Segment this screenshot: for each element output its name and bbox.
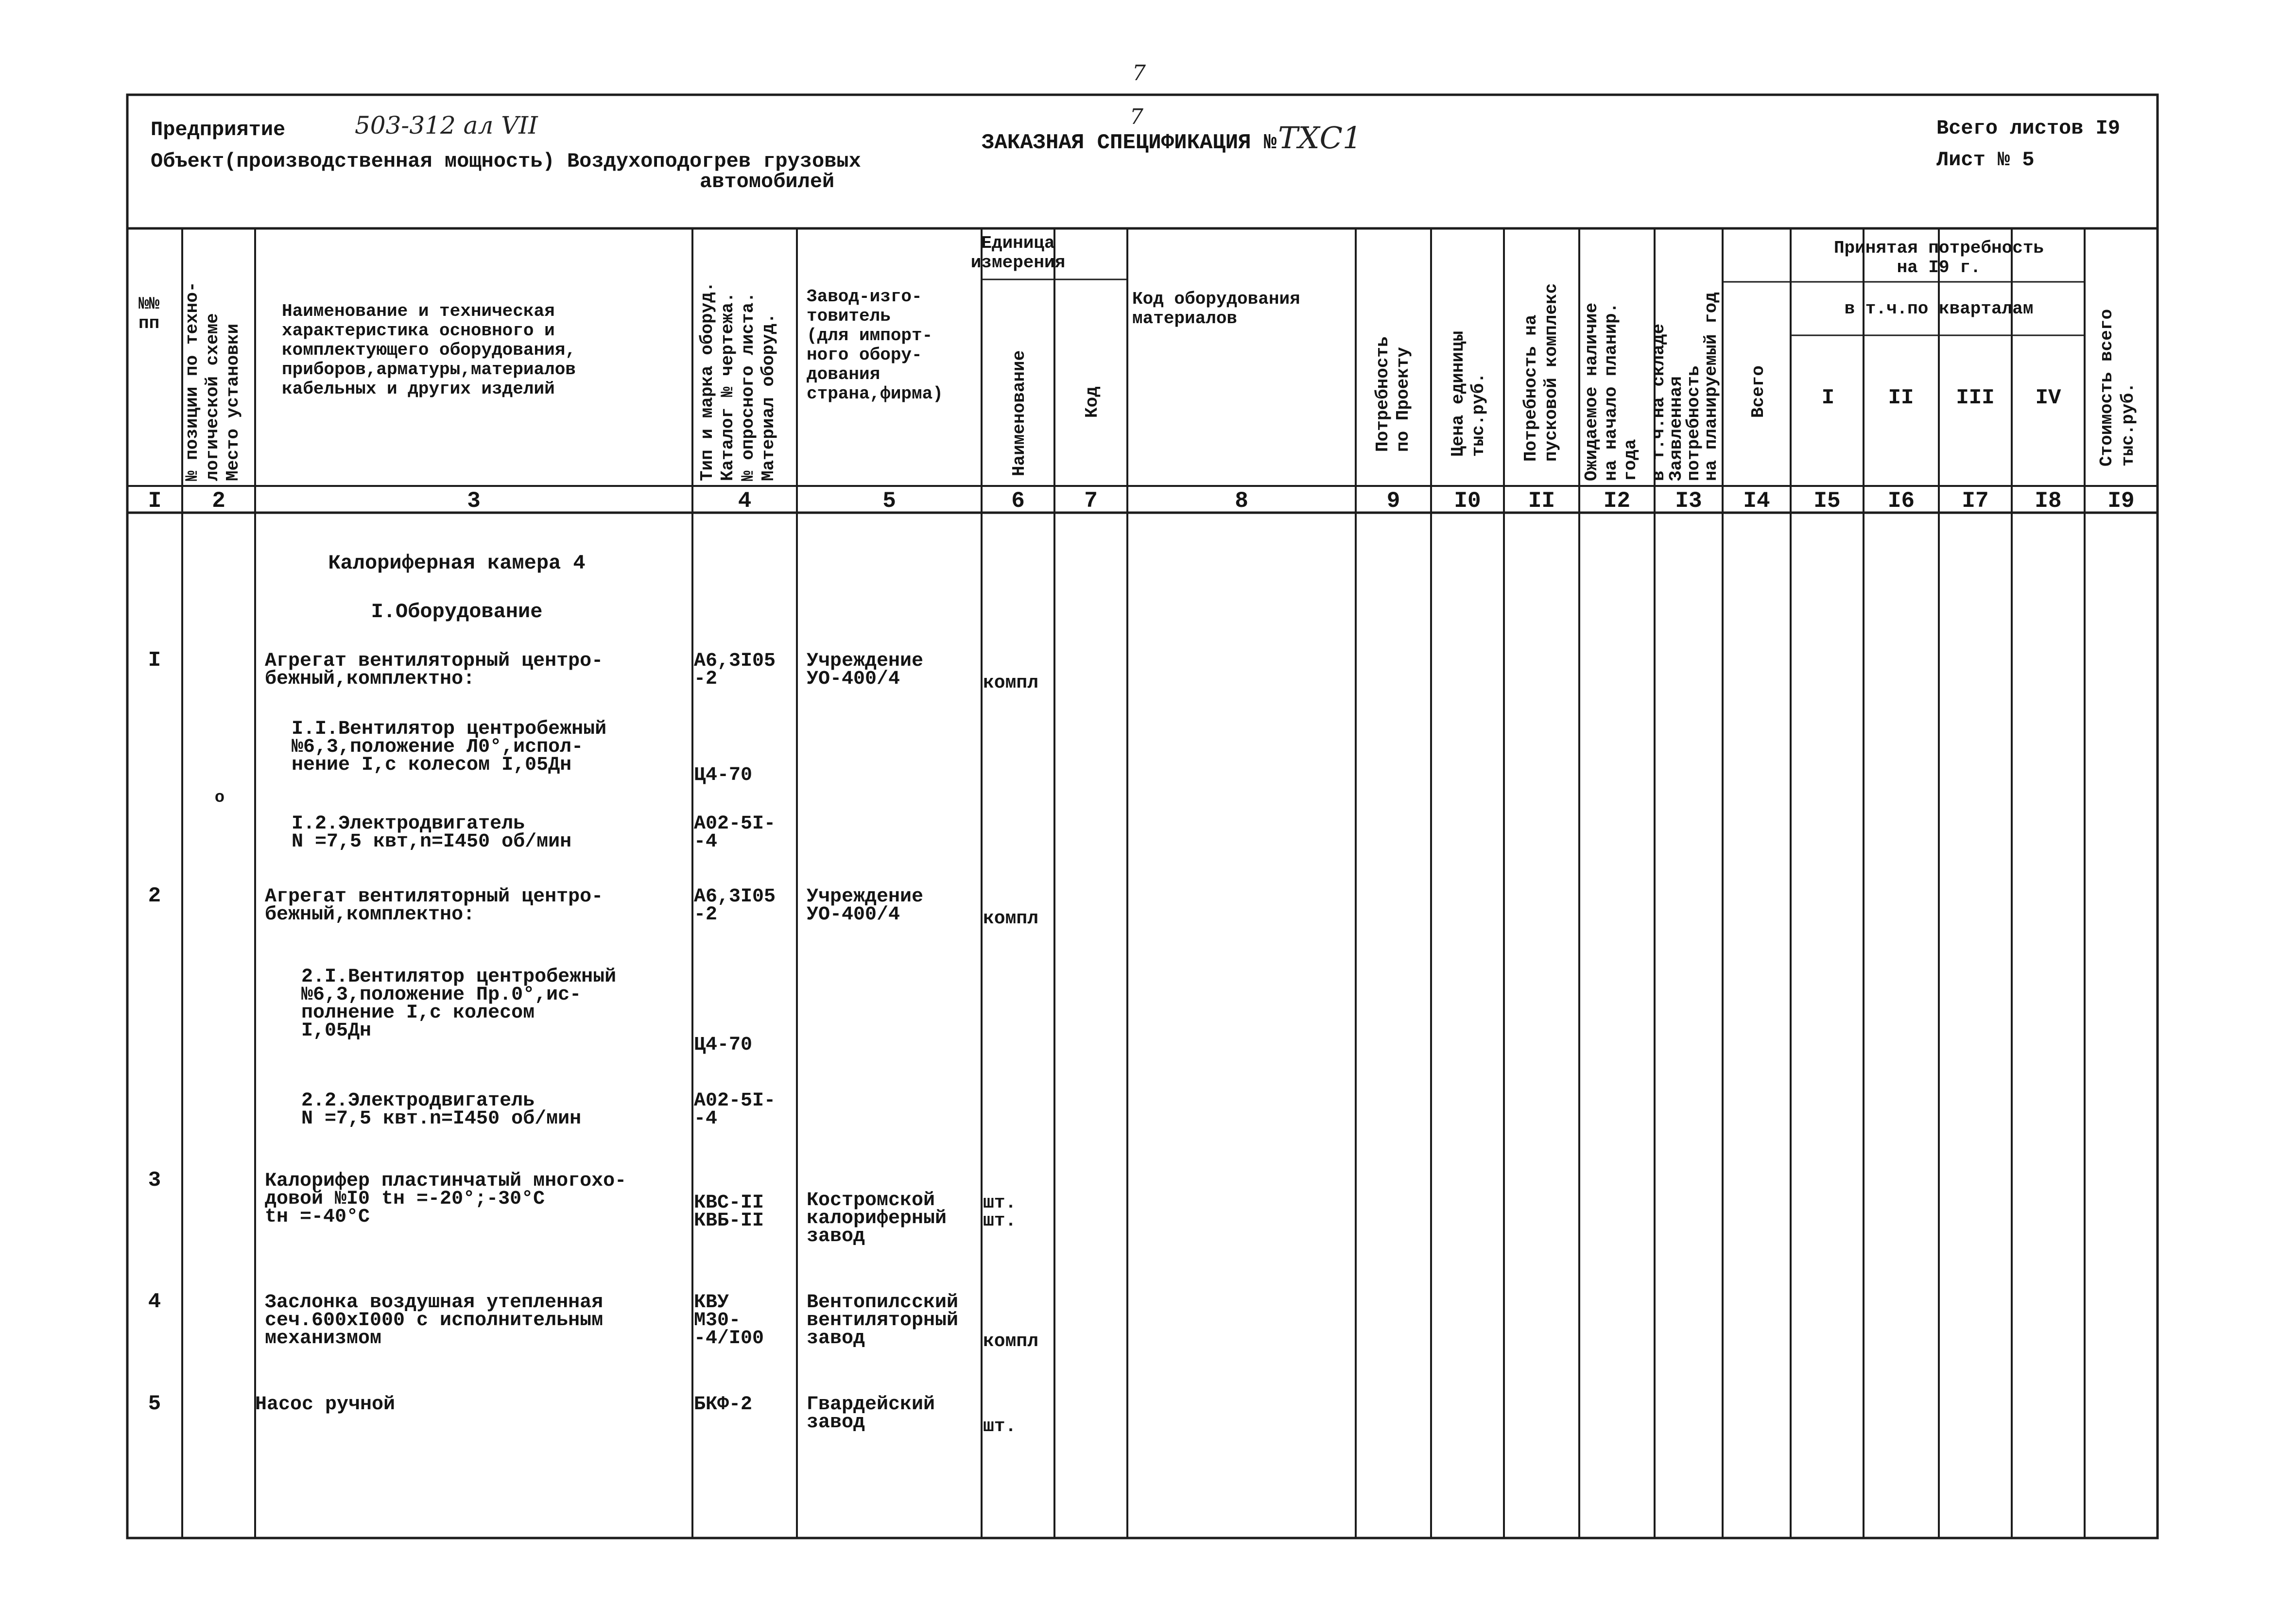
row-number: 5 xyxy=(148,1392,161,1416)
item-unit: компл xyxy=(983,673,1039,693)
item-maker: УО-400/4 xyxy=(807,668,900,690)
item-name: Агрегат вентиляторный центро- xyxy=(265,650,604,672)
item-unit: компл xyxy=(983,908,1039,929)
column-number: 5 xyxy=(882,488,896,514)
item-maker: Костромской xyxy=(807,1190,935,1211)
column-header: года xyxy=(1621,439,1640,481)
item-type: -4 xyxy=(694,831,718,853)
item-maker: Гвардейский xyxy=(807,1394,935,1416)
item-name: Заслонка воздушная утепленная xyxy=(265,1292,604,1314)
column-header: товитель xyxy=(807,306,891,326)
item-type: А02-5I- xyxy=(694,813,776,835)
column-header: Место установки xyxy=(223,323,243,481)
spec-number: ТХС1 xyxy=(1278,120,1362,156)
header-block xyxy=(151,61,2120,193)
item-unit: компл xyxy=(983,1331,1039,1352)
item-type: -2 xyxy=(694,668,718,690)
column-header: комплектующего оборудования, xyxy=(282,340,576,360)
item-name: №6,3,положение Пр.0°,ис- xyxy=(301,984,582,1006)
column-header: материалов xyxy=(1132,309,1238,329)
column-header: в т.ч.по кварталам xyxy=(1844,299,2034,319)
column-number: I0 xyxy=(1454,488,1481,514)
object-description: автомобилей xyxy=(700,170,835,193)
column-header: II xyxy=(1888,386,1914,410)
column-header: в т.ч.на складе xyxy=(1649,323,1669,481)
item-maker: завод xyxy=(807,1412,865,1434)
item-maker: завод xyxy=(807,1328,865,1349)
column-headers xyxy=(138,233,2138,481)
column-header: Заявленная xyxy=(1666,376,1686,481)
column-number: 4 xyxy=(738,488,752,514)
column-number: I xyxy=(148,488,162,514)
column-header: характеристика основного и xyxy=(282,321,555,341)
item-name: Калорифер пластинчатый многохо- xyxy=(265,1170,627,1192)
item-unit: шт. xyxy=(983,1210,1017,1231)
column-number: I6 xyxy=(1887,488,1915,514)
column-header: на планируемый год xyxy=(1701,292,1721,481)
column-header: Потребность на xyxy=(1521,314,1541,462)
item-type: А02-5I- xyxy=(694,1090,776,1112)
item-type: КВБ-II xyxy=(694,1210,764,1232)
item-name: tн =-40°С xyxy=(265,1206,370,1228)
column-number: 6 xyxy=(1011,488,1025,514)
item-maker: калориферный xyxy=(807,1208,947,1229)
column-header: № позиции по техно- xyxy=(182,281,202,481)
item-name: бежный,комплектно: xyxy=(265,904,475,926)
item-name: Насос ручной xyxy=(255,1394,396,1416)
column-header: тыс.руб. xyxy=(2118,382,2138,467)
column-header: Наименование и техническая xyxy=(282,301,555,321)
item-name: I,05Дн xyxy=(301,1020,372,1042)
column-number: I9 xyxy=(2107,488,2135,514)
column-header: Наименование xyxy=(1009,350,1029,476)
item-name: 2.2.Электродвигатель xyxy=(301,1090,535,1112)
column-header: пусковой комплекс xyxy=(1541,283,1561,462)
item-name: 2.I.Вентилятор центробежный xyxy=(301,966,617,988)
column-header: тыс.руб. xyxy=(1468,373,1488,457)
section-subtitle: I.Оборудование xyxy=(371,600,543,623)
item-name: N =7,5 квт,n=I450 об/мин xyxy=(292,831,572,853)
column-header: приборов,арматуры,материалов xyxy=(282,360,576,380)
column-header: дования xyxy=(807,364,880,384)
column-number: I3 xyxy=(1675,488,1702,514)
column-number: 9 xyxy=(1386,488,1400,514)
item-type: А6,3I05 xyxy=(694,886,776,908)
item-name: Агрегат вентиляторный центро- xyxy=(265,886,604,908)
column-number-row xyxy=(148,488,2135,514)
page-mark: 7 xyxy=(1132,61,1146,86)
item-maker: Учреждение xyxy=(807,886,924,908)
column-number: 3 xyxy=(467,488,481,514)
item-type: Ц4-70 xyxy=(694,1034,753,1056)
column-header: на I9 г. xyxy=(1897,258,1981,277)
column-header: на начало планир. xyxy=(1601,302,1621,481)
item-unit: шт. xyxy=(983,1193,1017,1213)
item-type: М30- xyxy=(694,1310,741,1331)
item-name: I.2.Электродвигатель xyxy=(292,813,525,835)
column-header: Цена единицы xyxy=(1448,330,1468,457)
item-type: -2 xyxy=(694,904,718,926)
column-header: IV xyxy=(2035,386,2061,410)
column-number: 7 xyxy=(1084,488,1098,514)
column-number: 8 xyxy=(1235,488,1248,514)
page-mark: 7 xyxy=(1130,104,1143,129)
item-name: бежный,комплектно: xyxy=(265,668,475,690)
item-maker: Вентопилсский xyxy=(807,1292,959,1314)
column-header: Каталог № чертежа. xyxy=(718,292,738,481)
item-name: механизмом xyxy=(265,1328,382,1349)
column-header: потребность xyxy=(1684,365,1704,481)
column-header: Код оборудования xyxy=(1132,289,1300,309)
item-name: №6,3,положение Л0°,испол- xyxy=(292,736,584,758)
item-type: КВС-II xyxy=(694,1192,764,1214)
item-type: КВУ xyxy=(694,1292,729,1314)
column-header: Единица xyxy=(981,233,1055,253)
column-header: Потребность xyxy=(1373,336,1393,452)
spec-title: ЗАКАЗНАЯ СПЕЦИФИКАЦИЯ № xyxy=(982,131,1277,155)
table-body xyxy=(148,552,1038,1437)
column-number: I4 xyxy=(1743,488,1770,514)
row-number: I xyxy=(148,648,161,673)
enterprise-label: Предприятие xyxy=(151,118,286,141)
column-header: по Проекту xyxy=(1393,346,1413,452)
item-name: I.I.Вентилятор центробежный xyxy=(292,718,607,740)
row-number: 3 xyxy=(148,1168,161,1193)
column-number: I2 xyxy=(1603,488,1631,514)
column-header: кабельных и других изделий xyxy=(282,379,555,399)
column-header: Код xyxy=(1082,386,1102,418)
item-maker: УО-400/4 xyxy=(807,904,900,926)
column-number: I5 xyxy=(1813,488,1841,514)
item-name: сеч.600хI000 с исполнительным xyxy=(265,1310,604,1331)
column-header: Тип и марка оборуд. xyxy=(697,281,717,481)
position-mark: о xyxy=(214,789,225,807)
column-header: измерения xyxy=(970,253,1066,273)
column-number: II xyxy=(1528,488,1555,514)
item-name: довой №I0 tн =-20°;-30°С xyxy=(265,1188,545,1210)
column-number: I7 xyxy=(1962,488,1989,514)
item-type: -4/I00 xyxy=(694,1328,764,1349)
item-name: полнение I,с колесом xyxy=(301,1002,535,1024)
row-number: 2 xyxy=(148,884,161,908)
column-header: (для импорт- xyxy=(807,326,933,346)
column-number: 2 xyxy=(212,488,225,514)
item-unit: шт. xyxy=(983,1416,1017,1437)
column-header: Принятая потребность xyxy=(1833,238,2044,258)
total-sheets: Всего листов I9 xyxy=(1936,117,2121,140)
sheet-number: Лист № 5 xyxy=(1936,148,2035,172)
column-header: Всего xyxy=(1748,365,1768,418)
column-header: I xyxy=(1821,386,1835,410)
item-maker: Учреждение xyxy=(807,650,924,672)
section-title: Калориферная камера 4 xyxy=(328,552,586,575)
item-type: А6,3I05 xyxy=(694,650,776,672)
column-header: Стоимость всего xyxy=(2097,309,2117,467)
column-header: пп xyxy=(138,313,160,333)
item-name: нение I,с колесом I,05Дн xyxy=(292,754,572,776)
column-header: №№ xyxy=(138,294,160,314)
column-number: I8 xyxy=(2035,488,2062,514)
item-name: N =7,5 квт.n=I450 об/мин xyxy=(301,1108,582,1130)
column-header: логической схеме xyxy=(203,313,223,481)
item-maker: вентиляторный xyxy=(807,1310,959,1331)
column-header: страна,фирма) xyxy=(807,384,943,404)
object-description: Объект(производственная мощность) Воздухоподогрев грузовых xyxy=(151,150,861,173)
enterprise-code: 503-312 ал VII xyxy=(355,111,538,139)
column-header: III xyxy=(1956,386,1995,410)
column-header: ного обору- xyxy=(807,345,922,365)
column-header: Ожидаемое наличие xyxy=(1582,302,1602,481)
item-maker: завод xyxy=(807,1226,865,1247)
item-type: -4 xyxy=(694,1108,718,1130)
row-number: 4 xyxy=(148,1290,161,1314)
column-header: № опросного листа. xyxy=(738,292,758,481)
item-type: Ц4-70 xyxy=(694,764,753,786)
item-type: БКФ-2 xyxy=(694,1394,753,1416)
column-header: Завод-изго- xyxy=(807,287,922,307)
column-header: Материал оборуд. xyxy=(759,313,778,481)
